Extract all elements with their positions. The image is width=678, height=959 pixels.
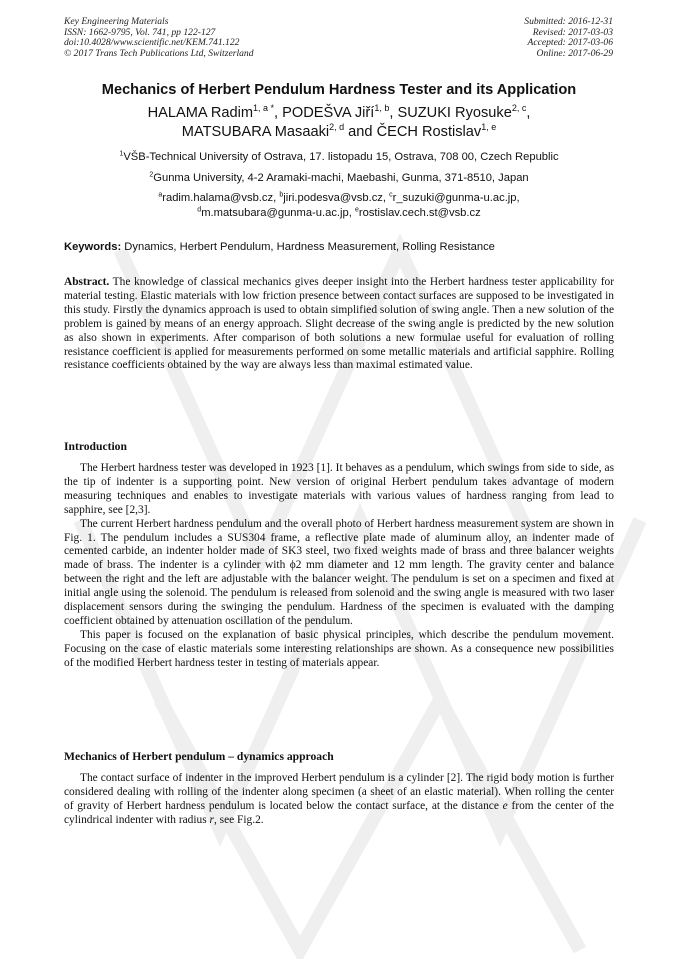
keywords-line [64,241,624,253]
issn-line: ISSN: 1662-9795, Vol. 741, pp 122-127 [64,26,216,38]
email-superscript: b [279,191,284,199]
paragraph-text: The contact surface of indenter in the improved Herbert pendulum is a cylinder [2]. The rigid body motion is further considered dealing with rolling of the indenter along specimen (a sheet of an elastic material). When rolling the center of gravity of Herbert hardness pendulum is located below the contact surface, at the distance [64,772,614,812]
publication-info [64,17,254,59]
paragraph-text: from the center of the cylindrical indenter with radius [64,799,614,826]
email-address: jiri.podesva@vsb.cz, [283,192,390,204]
email-address: radim.halama@vsb.cz, [162,192,280,204]
email-address: m.matsubara@gunma-u.ac.jp, [201,206,355,219]
paragraph: This paper is focused on the explanation of basic physical principles, which describe the pendulum movement. Focusing on the case of elastic materials some interesting relationships are shown. As a consequence new possibilities of the modified Herbert hardness tester in testing of materials appear. [64,628,614,669]
author-list [40,104,638,142]
author-emails [40,191,638,220]
journal-name: Key Engineering Materials [64,16,169,27]
author-superscript: 1, b [374,103,390,114]
copyright-line: © 2017 Trans Tech Publications Ltd, Switzerland [64,47,254,59]
author-superscript: 2, c [511,103,527,114]
paragraph [64,772,614,828]
doi-line: doi:10.4028/www.scientific.net/KEM.741.122 [64,37,240,49]
author-separator: , [389,105,398,121]
variable-e: e [502,799,508,812]
author-separator: , [274,105,283,121]
author-name: SUZUKI Ryosuke [397,105,512,121]
email-address: rostislav.cech.st@vsb.cz [358,206,481,219]
variable-r: r [209,813,214,826]
affiliation-2 [40,171,638,185]
abstract-label: Abstract. [64,276,110,288]
email-address: r_suzuki@gunma-u.ac.jp, [392,192,520,204]
author-separator: , [526,105,531,121]
email-superscript: a [158,191,163,199]
email-superscript: c [389,191,393,199]
publication-dates [524,17,613,59]
mechanics-body [64,772,614,828]
keywords-label: Keywords: [64,241,122,253]
author-superscript: 2, d [329,122,345,133]
author-name: PODEŠVA Jiří [282,105,375,121]
author-name: MATSUBARA Masaaki [181,124,330,140]
section-heading-mechanics: Mechanics of Herbert pendulum – dynamics approach [64,750,334,763]
online-date: Online: 2017-06-29 [536,47,613,59]
section-heading-introduction: Introduction [64,440,127,453]
email-superscript: e [354,205,359,213]
affiliation-1 [40,150,638,164]
email-superscript: d [197,205,202,213]
accepted-date: Accepted: 2017-03-06 [527,37,613,49]
affiliation-text: Gunma University, 4-2 Aramaki-machi, Maebashi, Gunma, 371-8510, Japan [153,172,529,184]
affiliation-text: VŠB-Technical University of Ostrava, 17. listopadu 15, Ostrava, 708 00, Czech Republic [123,151,559,163]
submitted-date: Submitted: 2016-12-31 [524,16,613,27]
paragraph-text: , see Fig.2. [213,813,264,826]
author-superscript: 1, a * [253,103,275,114]
abstract-text: The knowledge of classical mechanics gives deeper insight into the Herbert hardness tester applicability for material testing. Elastic materials with low friction presence between contact surfaces are supposed to be investigated in this study. Firstly the dynamics approach is used to obtain simplified solution of swing angle. Then a new solution of the problem is gained by means of an energy approach. Slight decrease of the swing angle is predicted by the new solution as also shown in experiments. After comparison of both solutions a new formulae useful for evaluation of rolling resistance coefficient is applied for measurements performed on some metallic materials and artificial sapphire. Rolling resistance coefficients obtained by the way are always less than maximal estimated value. [64,276,614,372]
paragraph: The Herbert hardness tester was developed in 1923 [1]. It behaves as a pendulum, which swings from side to side, as the tip of indenter is a supporting point. New version of original Herbert pendulum takes advantage of modern measuring techniques and enables to investigate materials with various values of hardness ranging from lead to sapphire, see [2,3]. [64,462,614,516]
author-name: HALAMA Radim [147,105,254,121]
author-name: ČECH Rostislav [376,124,482,140]
keywords-text: Dynamics, Herbert Pendulum, Hardness Measurement, Rolling Resistance [121,241,495,253]
paper-title: Mechanics of Herbert Pendulum Hardness Tester and its Application [101,82,577,98]
paragraph: The current Herbert hardness pendulum and the overall photo of Herbert hardness measurement system are shown in Fig. 1. The pendulum includes a SUS304 frame, a reflective plate made of aluminum alloy, an indenter made of cemented carbide, an indenter holder made of SK3 steel, two fixed weights made of brass and three balancer weights made of brass. The indenter is a cylinder with ϕ2 mm diameter and 12 mm length. The gravity center and balance between the right and the left are adjustable with the balancer weight. The pendulum is set on a specimen and fixed at initial angle using the solenoid. The pendulum is released from solenoid and the swing angle is measured with two laser displacement sensors during the swinging the pendulum. Hardness of the specimen is evaluated with the damping coefficient obtained by attenuation oscillation of the pendulum. [64,517,614,627]
affiliation-superscript: 2 [149,171,154,179]
revised-date: Revised: 2017-03-03 [532,26,613,38]
affiliation-superscript: 1 [119,150,124,158]
introduction-body [64,462,614,671]
abstract [64,276,614,373]
author-separator: and [344,124,377,140]
author-superscript: 1, e [481,122,497,133]
